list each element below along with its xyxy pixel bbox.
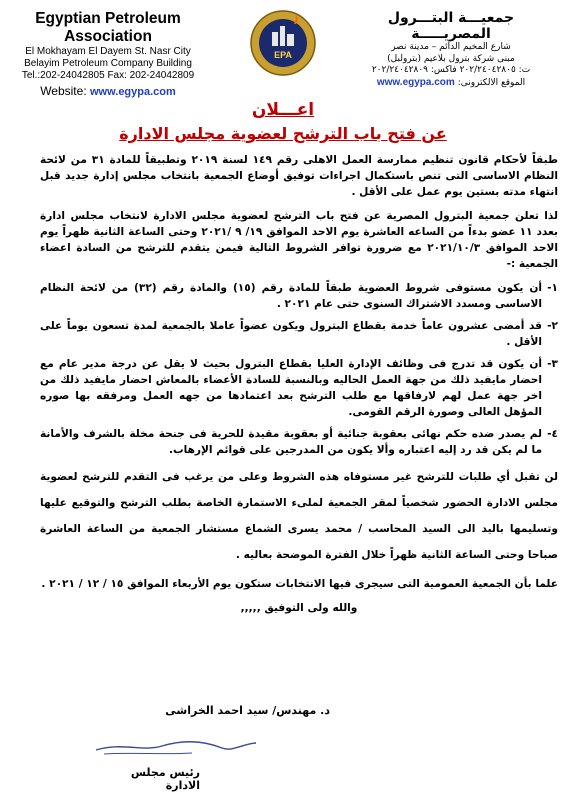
condition-text: قد أمضى عشرون عاماً خدمة بقطاع البترول ويكون عضواً عاملا بالجمعية لمدة تسعون يوماً على الأقل . [40, 320, 542, 348]
website-en [8, 84, 208, 98]
paragraph-announcement: لذا تعلن جمعية البترول المصرية عن فتح باب الترشح لعضوية مجلس الادارة لانتخاب مجلس ادارة بعدد ١١ عضو بدءاً من الساعه العاشرة يوم الاحد الموافق ١٩/ ٩ /٢٠٢١ وحتى الساعة الثانية ظهراً يوم الاحد الموافق ٢٠٢١/١٠/٣ مع ضرورة توافر الشروط التالية فيمن يتقدم للترشح من السادة اعضاء الجمعية :- [40, 210, 559, 270]
org-name-en: Egyptian Petroleum Association [35, 10, 181, 45]
website-link-ar[interactable]: www.egypa.com [376, 76, 455, 88]
phone-fax-ar: ت: ٢٠٢/٢٤٠٤٢٨٠٥ فاكس: ٢٠٢/٢٤٠٤٢٨٠٩ [371, 65, 531, 75]
condition-number: ٢- [547, 320, 558, 332]
condition-item [40, 280, 558, 312]
website-label-en: Website: [40, 84, 87, 98]
condition-number: ٤- [547, 428, 558, 440]
association-logo [250, 8, 316, 78]
signature-block [80, 704, 330, 717]
logo-text: EPA [274, 50, 292, 60]
address-line2-ar: مبنى شركة بترول بلاعيم (بترولبل) [387, 53, 515, 64]
header-left [8, 10, 208, 98]
paragraph-intro: طبقاً لأحكام قانون تنظيم ممارسة العمل الاهلى رقم ١٤٩ لسنة ٢٠١٩ وتطبيقاً للمادة ٣١ من لائحة النظام الاساسى التى تنص باستكمال اجراءات توفيق أوضاع الجمعية بانتخاب مجلس إدارة جديد قبل انتهاء مدته بستين يوم عمل على الأقل . [40, 154, 558, 198]
phone-fax-en: Tel.:202-24042805 Fax: 202-24042809 [21, 70, 195, 81]
title-sub: عن فتح باب الترشح لعضوية مجلس الادارة [119, 124, 447, 143]
announcement-title [0, 100, 566, 143]
condition-text: لم يصدر ضده حكم نهائى بعقوبة جنائية أو بعقوبة مقيدة للحرية فى جنحة مخلة بالشرف والأمانة ما لم يكن قد رد إليه اعتباره وألا يكون من المدرجين على قوائم الإرهاب. [40, 428, 542, 456]
condition-text: أن يكون قد تدرج فى وظائف الإدارة العليا بقطاع البترول بحيث لا يقل عن درجة مدير عام مع احضار مايفيد ذلك من جهة العمل الحاليه وبالنسبة للسادة الأعضاء بالمعاش احضار مايفيد ذلك من اخر جهة عمل لهم لارفاقها مع طلب الترشح بعد اعتمادها من جهه العمل ومرفقه بها صوره المؤهل العالى وصورة الرقم القومى. [40, 358, 542, 418]
header-right [346, 10, 556, 88]
website-label-ar: الموقع الالكترونى: [457, 77, 526, 88]
paragraph-general-assembly: علما بأن الجمعية العمومية التى سيجرى فيها الانتخابات ستكون يوم الأربعاء الموافق ١٥ / ١٢ / ٢٠٢١ . [41, 578, 558, 590]
title-main: اعـــلان [251, 100, 315, 120]
condition-item [40, 318, 558, 350]
condition-number: ١- [547, 282, 558, 294]
paragraph-closing-wish: والله ولى التوفيق ,,,,, [240, 602, 358, 614]
condition-item [40, 426, 558, 458]
address-line1-ar: شارع المخيم الدائم – مدينة نصر [391, 42, 511, 52]
signer-name: د. مهندس/ سيد احمد الخراشى [165, 704, 330, 717]
condition-text: أن يكون مستوفى شروط العضوية طبقاً للمادة رقم (١٥) والمادة رقم (٣٢) من لائحة النظام الاساسى ومسدد الاشتراك السنوى حتى عام ٢٠٢١ . [40, 282, 543, 310]
org-name-ar: جمعيـــة البتـــرول المصريـــــة [387, 10, 515, 42]
announcement-body [40, 152, 558, 616]
condition-item [40, 356, 558, 420]
address-line1-en: El Mokhayam El Dayem St. Nasr City [25, 46, 191, 57]
signer-title: رئيس مجلس الادارة [130, 766, 200, 792]
condition-number: ٣- [547, 358, 558, 370]
website-link-en[interactable]: www.egypa.com [90, 86, 176, 98]
address-line2-en: Belayim Petroleum Company Building [24, 58, 192, 69]
website-ar [346, 77, 556, 88]
handwritten-signature [92, 734, 262, 758]
paragraph-application: لن تقبل أي طلبات للترشح غير مستوفاه هذه الشروط وعلى من يرغب فى التقدم للترشح لعضوية مجلس الادارة الحضور شخصياً لمقر الجمعية لملىء الاستمارة الخاصة بطلب الترشح والتوقيع عليها وتسليمها باليد الى السيد المحاسب / محمد يسرى الشماع مستشار الجمعية من الساعة العاشرة صباحا وحتى الساعة الثانية ظهراً خلال الفترة الموضحة بعاليه . [40, 471, 558, 561]
